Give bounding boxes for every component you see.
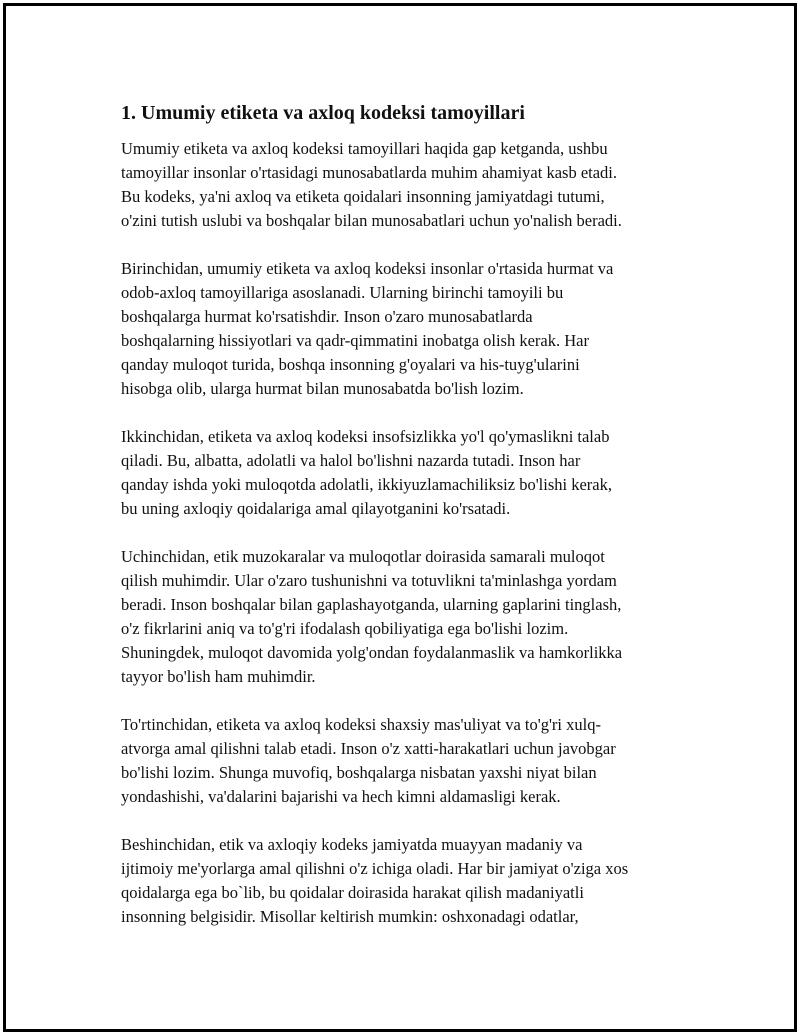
paragraph-line: Ikkinchidan, etiketa va axloq kodeksi insofsizlikka yo'l qo'ymaslikni talab <box>121 427 610 446</box>
paragraph-line: odob-axloq tamoyillariga asoslanadi. Ularning birinchi tamoyili bu <box>121 283 564 302</box>
paragraph <box>121 545 696 689</box>
paragraph-line: boshqalarga hurmat ko'rsatishdir. Inson o'zaro munosabatlarda <box>121 307 533 326</box>
paragraph <box>121 425 696 521</box>
paragraph-line: Umumiy etiketa va axloq kodeksi tamoyillari haqida gap ketganda, ushbu <box>121 139 608 158</box>
paragraph-line: bu uning axloqiy qoidalariga amal qilayotganini ko'rsatadi. <box>121 499 511 518</box>
document-title: 1. Umumiy etiketa va axloq kodeksi tamoyillari <box>121 102 525 124</box>
paragraph-line: o'z fikrlarini aniq va to'g'ri ifodalash qobiliyatiga ega bo'lishi lozim. <box>121 619 569 638</box>
paragraph-line: Shuningdek, muloqot davomida yolg'ondan foydalanmaslik va hamkorlikka <box>121 643 623 662</box>
paragraph-line: hisobga olib, ularga hurmat bilan munosabatda bo'lish lozim. <box>121 379 524 398</box>
paragraph-line: tamoyillar insonlar o'rtasidagi munosabatlarda muhim ahamiyat kasb etadi. <box>121 163 618 182</box>
paragraph-line: Uchinchidan, etik muzokaralar va muloqotlar doirasida samarali muloqot <box>121 547 605 566</box>
paragraph-line: insonning belgisidir. Misollar keltirish mumkin: oshxonadagi odatlar, <box>121 907 579 926</box>
paragraph <box>121 257 696 401</box>
paragraphs-container <box>121 137 696 929</box>
paragraph-line: qiladi. Bu, albatta, adolatli va halol bo'lishni nazarda tutadi. Inson har <box>121 451 581 470</box>
page-frame <box>3 3 797 1032</box>
paragraph-line: qanday ishda yoki muloqotda adolatli, ikkiyuzlamachiliksiz bo'lishi kerak, <box>121 475 612 494</box>
paragraph-line: atvorga amal qilishni talab etadi. Inson o'z xatti-harakatlari uchun javobgar <box>121 739 616 758</box>
paragraph-line: bo'lishi lozim. Shunga muvofiq, boshqalarga nisbatan yaxshi niyat bilan <box>121 763 597 782</box>
paragraph <box>121 833 696 929</box>
paragraph-line: To'rtinchidan, etiketa va axloq kodeksi shaxsiy mas'uliyat va to'g'ri xulq- <box>121 715 601 734</box>
paragraph <box>121 713 696 809</box>
paragraph-line: boshqalarning hissiyotlari va qadr-qimmatini inobatga olish kerak. Har <box>121 331 589 350</box>
paragraph-line: ijtimoiy me'yorlarga amal qilishni o'z ichiga oladi. Har bir jamiyat o'ziga xos <box>121 859 629 878</box>
paragraph-line: beradi. Inson boshqalar bilan gaplashayotganda, ularning gaplarini tinglash, <box>121 595 622 614</box>
paragraph-line: yondashishi, va'dalarini bajarishi va hech kimni aldamasligi kerak. <box>121 787 561 806</box>
paragraph-line: qilish muhimdir. Ular o'zaro tushunishni va totuvlikni ta'minlashga yordam <box>121 571 617 590</box>
paragraph-line: Bu kodeks, ya'ni axloq va etiketa qoidalari insonning jamiyatdagi tutumi, <box>121 187 605 206</box>
paragraph-line: tayyor bo'lish ham muhimdir. <box>121 667 316 686</box>
paragraph-line: qanday muloqot turida, boshqa insonning g'oyalari va his-tuyg'ularini <box>121 355 580 374</box>
paragraph-line: o'zini tutish uslubi va boshqalar bilan munosabatlari uchun yo'nalish beradi. <box>121 211 622 230</box>
paragraph-line: Birinchidan, umumiy etiketa va axloq kodeksi insonlar o'rtasida hurmat va <box>121 259 614 278</box>
paragraph-line: qoidalarga ega bo`lib, bu qoidalar doirasida harakat qilish madaniyatli <box>121 883 584 902</box>
document-body <box>121 99 696 953</box>
paragraph-line: Beshinchidan, etik va axloqiy kodeks jamiyatda muayyan madaniy va <box>121 835 583 854</box>
paragraph <box>121 137 696 233</box>
